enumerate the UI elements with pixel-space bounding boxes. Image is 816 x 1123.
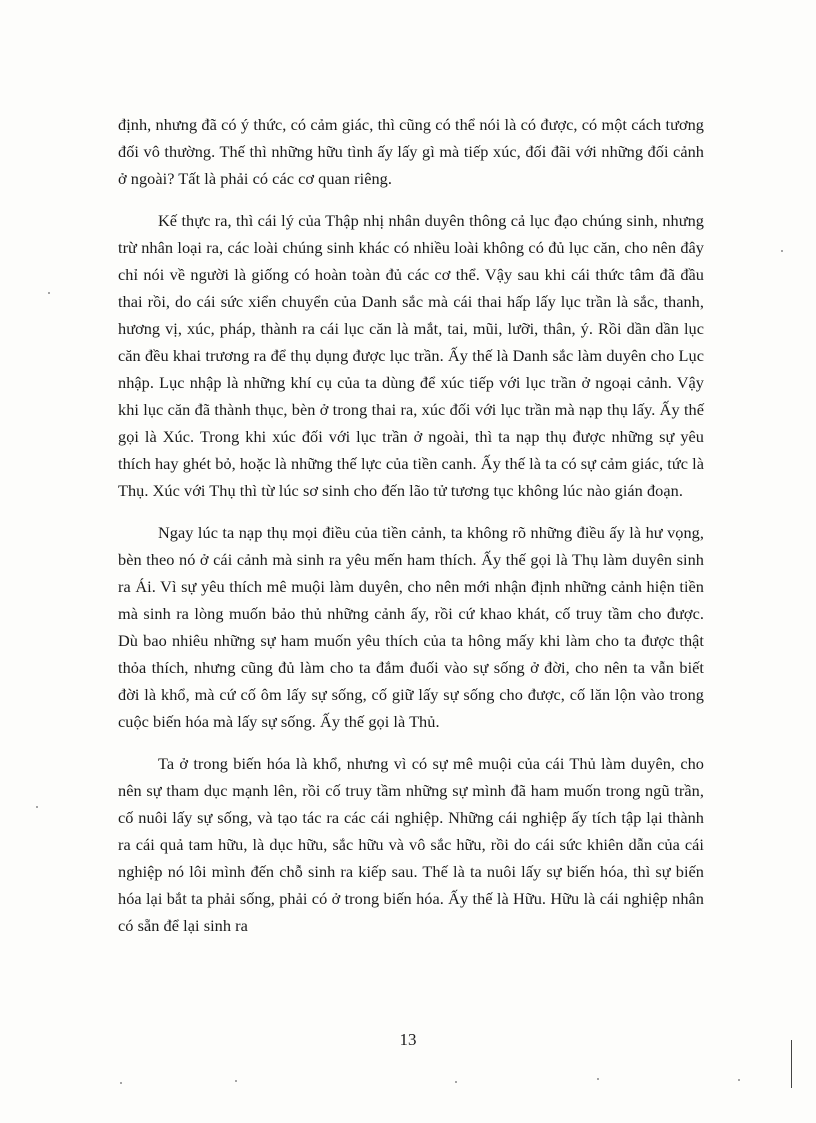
scan-speck	[36, 806, 38, 808]
scan-speck	[48, 292, 50, 294]
scan-speck	[120, 1082, 122, 1084]
scan-speck	[781, 250, 783, 252]
scan-edge-rule	[791, 1040, 792, 1088]
paragraph-2: Kế thực ra, thì cái lý của Thập nhị nhân duyên thông cả lục đạo chúng sinh, nhưng trừ nhân loại ra, các loài chúng sinh khác có nhiều loài không có đủ lục căn, cho nên đây chỉ nói về người là giống có hoàn toàn đủ các cơ thể. Vậy sau khi cái thức tâm đã đầu thai rồi, do cái sức xiển chuyển của Danh sắc mà cái thai hấp lấy lục trần là sắc, thanh, hương vị, xúc, pháp, thành ra cái lục căn là mắt, tai, mũi, lưỡi, thân, ý. Rồi dần dần lục căn đều khai trương ra để thụ dụng được lục trần. Ấy thế là Danh sắc làm duyên cho Lục nhập. Lục nhập là những khí cụ của ta dùng để xúc tiếp với lục trần ở ngoại cảnh. Vậy khi lục căn đã thành thục, bèn ở trong thai ra, xúc đối với lục trần mà nạp thụ lấy. Ấy thế gọi là Xúc. Trong khi xúc đối với lục trần ở ngoài, thì ta nạp thụ được những sự yêu thích hay ghét bỏ, hoặc là những thế lực của tiền canh. Ấy thế là ta có sự cảm giác, tức là Thụ. Xúc với Thụ thì từ lúc sơ sinh cho đến lão tử tương tục không lúc nào gián đoạn.	[118, 211, 704, 500]
page-number: 13	[399, 1030, 417, 1049]
body-text	[118, 111, 704, 939]
scan-speck	[738, 1079, 740, 1081]
scan-speck	[235, 1080, 237, 1082]
scan-speck	[455, 1081, 457, 1083]
paragraph-4: Ta ở trong biến hóa là khổ, nhưng vì có sự mê muội của cái Thủ làm duyên, cho nên sự tham dục mạnh lên, rồi cố truy tầm những sự mình đã ham muốn trong ngũ trần, cố nuôi lấy sự sống, và tạo tác ra các cái nghiệp. Những cái nghiệp ấy tích tập lại thành ra cái quả tam hữu, là dục hữu, sắc hữu và vô sắc hữu, rồi do cái sức khiên dẫn của cái nghiệp nó lôi mình đến chỗ sinh ra kiếp sau. Thế là ta nuôi lấy sự biến hóa, thì sự biến hóa lại bắt ta phải sống, phải có ở trong biến hóa. Ấy thế là Hữu. Hữu là cái nghiệp nhân có sẵn để lại sinh ra	[118, 754, 704, 935]
paragraph-3: Ngay lúc ta nạp thụ mọi điều của tiền cảnh, ta không rõ những điều ấy là hư vọng, bèn theo nó ở cái cảnh mà sinh ra yêu mến ham thích. Ấy thế gọi là Thụ làm duyên sinh ra Ái. Vì sự yêu thích mê muội làm duyên, cho nên mới nhận định những cảnh hiện tiền mà sinh ra lòng muốn bảo thủ những cảnh ấy, rồi cứ khao khát, cố truy tầm cho được. Dù bao nhiêu những sự ham muốn yêu thích của ta hông mấy khi làm cho ta được thật thỏa thích, nhưng cũng đủ làm cho ta đắm đuối vào sự sống ở đời, cho nên ta vẫn biết đời là khổ, mà cứ cố ôm lấy sự sống, cố giữ lấy sự sống cho được, cố lăn lộn vào trong cuộc biến hóa mà lấy sự sống. Ấy thế gọi là Thủ.	[118, 523, 704, 731]
scan-speck	[597, 1078, 599, 1080]
paragraph-1: định, nhưng đã có ý thức, có cảm giác, thì cũng có thể nói là có được, có một cách tương đối vô thường. Thế thì những hữu tình ấy lấy gì mà tiếp xúc, đối đãi với những đối cảnh ở ngoài? Tất là phải có các cơ quan riêng.	[118, 115, 704, 188]
